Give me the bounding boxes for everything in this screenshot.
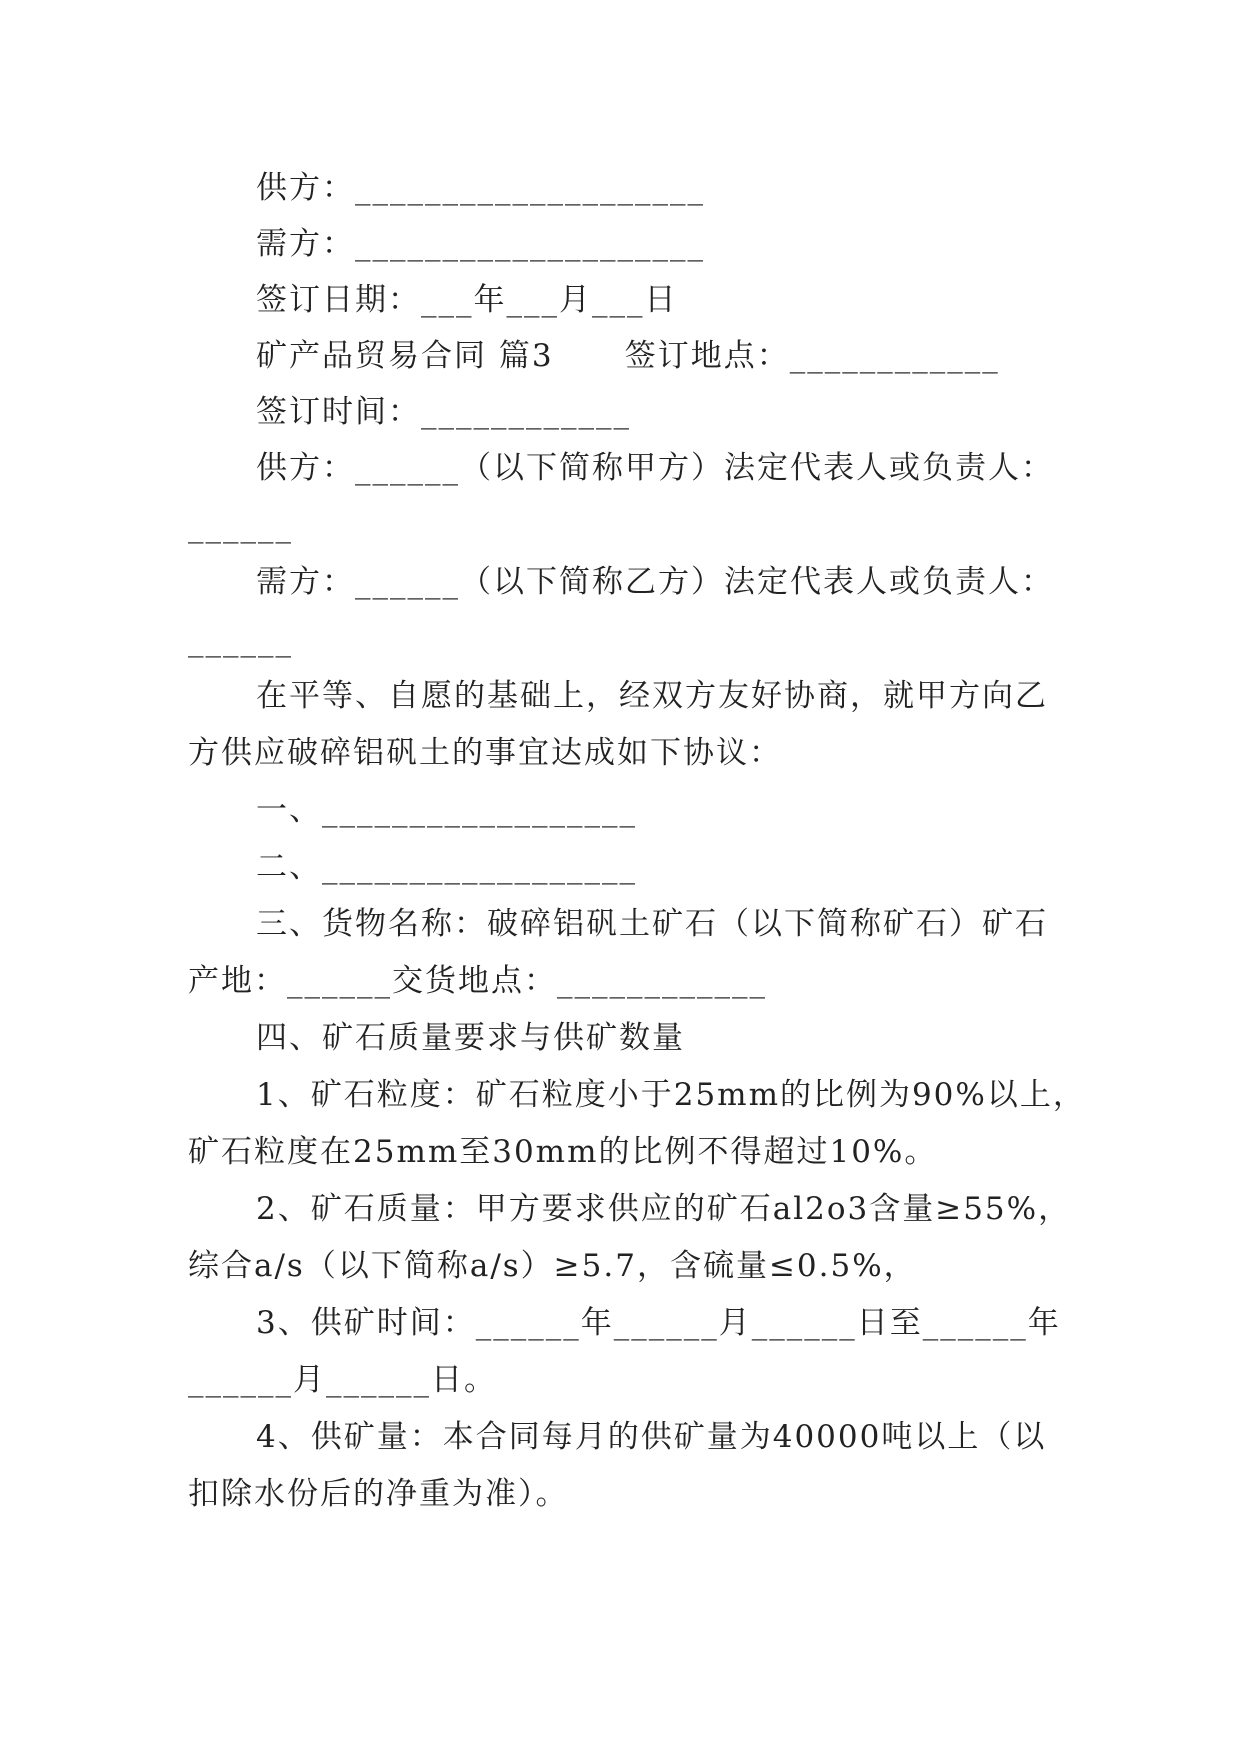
clause-4-heading: 四、矿石质量要求与供矿数量 xyxy=(256,1020,685,1056)
signing-date-line: 签订日期：___年___月___日 xyxy=(256,282,678,318)
item-1-line-1: 1、矿石粒度：矿石粒度小于25mm的比例为90%以上， xyxy=(256,1077,1086,1113)
item-4-line-2: 扣除水份后的净重为准）。 xyxy=(188,1476,569,1512)
item-3-line-2: ______月______日。 xyxy=(188,1362,497,1398)
supplier-line: 供方：____________________ xyxy=(256,170,705,206)
party-b-representative-blank: ______ xyxy=(188,622,293,658)
contract-title-line: 矿产品贸易合同 篇3 签订地点：____________ xyxy=(256,338,1000,374)
preamble-line-2: 方供应破碎铝矾土的事宜达成如下协议： xyxy=(188,735,782,771)
buyer-line: 需方：____________________ xyxy=(256,226,705,262)
preamble-line-1: 在平等、自愿的基础上，经双方友好协商，就甲方向乙 xyxy=(256,678,1048,714)
clause-1-line: 一、__________________ xyxy=(256,792,637,828)
party-b-line: 需方：______（以下简称乙方）法定代表人或负责人： xyxy=(256,564,1054,600)
item-4-line-1: 4、供矿量：本合同每月的供矿量为40000吨以上（以 xyxy=(256,1419,1047,1455)
item-2-line-2: 综合a/s（以下简称a/s）≥5.7，含硫量≤0.5%， xyxy=(188,1248,917,1284)
item-3-line-1: 3、供矿时间：______年______月______日至______年 xyxy=(256,1305,1061,1341)
party-a-representative-blank: ______ xyxy=(188,508,293,544)
clause-3-line-2: 产地：______交货地点：____________ xyxy=(188,963,767,999)
clause-3-line-1: 三、货物名称：破碎铝矾土矿石（以下简称矿石）矿石 xyxy=(256,906,1048,942)
signing-time-line: 签订时间：____________ xyxy=(256,394,631,430)
party-a-line: 供方：______（以下简称甲方）法定代表人或负责人： xyxy=(256,450,1054,486)
item-2-line-1: 2、矿石质量：甲方要求供应的矿石al2o3含量≥55%， xyxy=(256,1191,1072,1227)
item-1-line-2: 矿石粒度在25mm至30mm的比例不得超过10%。 xyxy=(188,1134,938,1170)
clause-2-line: 二、__________________ xyxy=(256,849,637,885)
